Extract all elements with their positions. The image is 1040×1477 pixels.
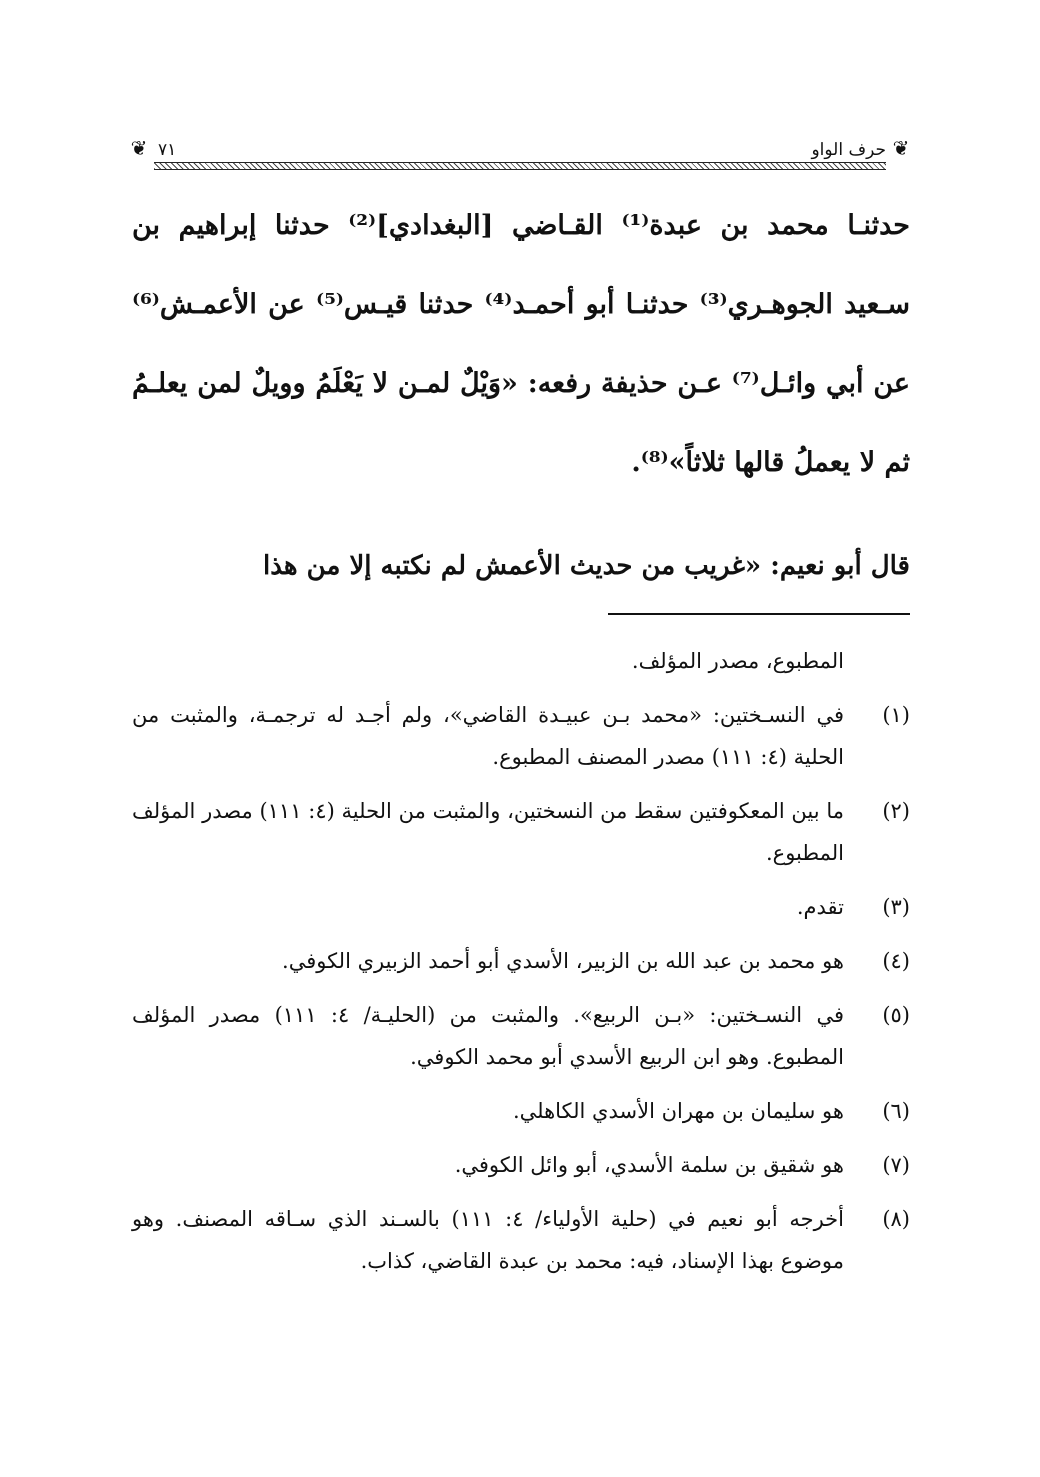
footnote-text: هو سليمان بن مهران الأسدي الكاهلي. xyxy=(512,1099,844,1123)
footnote-8 xyxy=(132,1198,910,1282)
footnote-6 xyxy=(132,1090,910,1132)
footnote-number: (٣) xyxy=(882,895,910,919)
footnote-number: (٢) xyxy=(882,799,910,823)
abu-nuaym-comment: قال أبو نعيم: «غريب من حديث الأعمش لم نكتبه إلا من هذا xyxy=(263,551,910,581)
footnote-text: هو محمد بن عبد الله بن الزبير، الأسدي أبو أحمد الزبيري الكوفي. xyxy=(282,949,844,973)
chapter-title: حرف الواو xyxy=(811,140,886,160)
footnote-3 xyxy=(132,886,910,928)
footnote-text: ما بين المعكوفتين سقط من النسختين، والمثبت من الحلية (٤: ١١١) مصدر المؤلف المطبوع. xyxy=(132,799,844,865)
hadith-footnote-ref: ⁽⁸⁾. xyxy=(631,447,669,478)
footnote-1 xyxy=(132,694,910,778)
isnad-text: حدثنـا محمد بن عبدة⁽¹⁾ القـاضي [البغدادي]⁽²⁾ حدثنا إبراهيم بن سـعيد الجوهـري⁽³⁾ حدثنـا أبو أحمـد⁽⁴⁾ حدثنا قيـس⁽⁵⁾ عن الأعمـش⁽⁶⁾ عن أبي وائـل⁽⁷⁾ عـن حذيفة رفعه: xyxy=(132,210,911,399)
footnote-separator xyxy=(608,613,910,615)
footnote-5 xyxy=(132,994,910,1078)
footnote-number: (٦) xyxy=(882,1099,910,1123)
footnote-number: (٥) xyxy=(882,1003,910,1027)
footnote-text: هو شقيق بن سلمة الأسدي، أبو وائل الكوفي. xyxy=(454,1153,844,1177)
footnote-number: (٨) xyxy=(882,1207,910,1231)
footnote-7 xyxy=(132,1144,910,1186)
footnote-text: في النسـختين: «بـن الربيع». والمثبت من (الحليـة/ ٤: ١١١) مصدر المؤلف المطبوع. وهو ابن الربيع الأسدي أبو محمد الكوفي. xyxy=(132,1003,844,1069)
footnote-text: في النسـختين: «محمد بـن عبيـدة القاضي»، ولم أجـد له ترجمـة، والمثبت من الحلية (٤: ١١١) مصدر المصنف المطبوع. xyxy=(132,703,844,769)
footnote-2 xyxy=(132,790,910,874)
footnote-4 xyxy=(132,940,910,982)
footnote-number: (١) xyxy=(882,703,910,727)
hadith-text: «وَيْلٌ لمـن لا يَعْلَمُ وويلٌ لمن يعلـمُ ثم لا يعملُ قالها ثلاثاً» xyxy=(132,368,910,478)
footnote-text: تقدم. xyxy=(796,895,844,919)
footnotes xyxy=(132,640,910,1282)
page-number: ٧١ xyxy=(158,140,177,160)
running-header xyxy=(128,128,912,172)
header-decorative-rule xyxy=(154,162,886,170)
footnote-number: (٤) xyxy=(882,949,910,973)
main-text xyxy=(132,186,910,502)
footnote-number: (٧) xyxy=(882,1153,910,1177)
header-ornament-right-icon: ❦ xyxy=(892,136,910,160)
header-ornament-left-icon: ❦ xyxy=(130,136,148,160)
footnote-continuation: المطبوع، مصدر المؤلف. xyxy=(631,649,844,673)
footnote-text: أخرجه أبو نعيم في (حلية الأولياء/ ٤: ١١١) بالسـند الذي سـاقه المصنف. وهو موضوع بهذا الإسناد، فيه: محمد بن عبدة القاضي، كذاب. xyxy=(132,1207,844,1273)
